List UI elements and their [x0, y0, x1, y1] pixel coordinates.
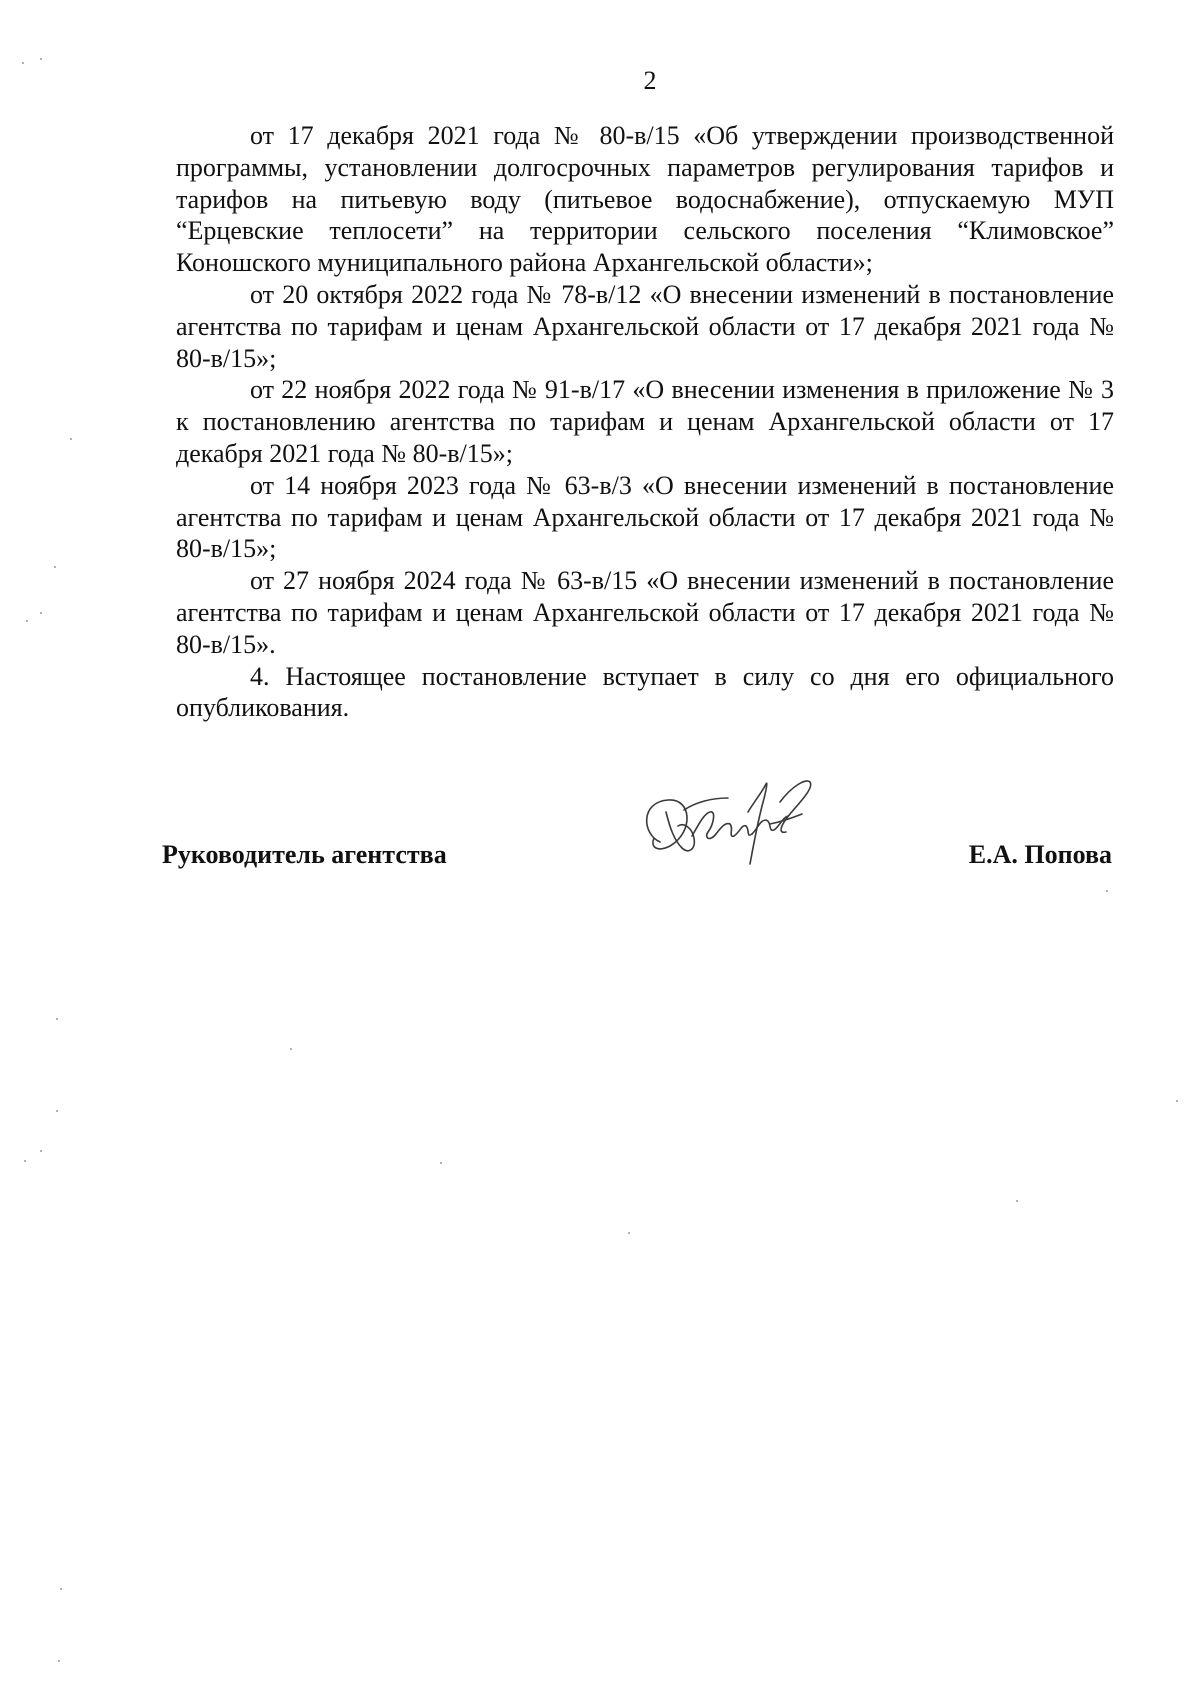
- scan-speck: [26, 620, 28, 622]
- scan-speck: [440, 1162, 442, 1164]
- signatory-name: Е.А. Попова: [968, 840, 1112, 869]
- scan-speck: [60, 1588, 62, 1590]
- handwritten-signature: [630, 772, 830, 882]
- scan-speck: [70, 438, 72, 440]
- document-body: [176, 120, 1114, 724]
- signature-block: [162, 772, 1112, 892]
- page-number: 2: [643, 66, 657, 95]
- paragraph-amendment-oct-2022: от 20 октября 2022 года № 78-в/12 «О внесении изменений в постановление агентства по тарифам и ценам Архангельской области от 17 декабря 2021 года № 80-в/15»;: [176, 279, 1114, 373]
- paragraph-amendment-nov-2024: от 27 ноября 2024 года № 63-в/15 «О внесении изменений в постановление агентства по тарифам и ценам Архангельской области от 17 декабря 2021 года № 80-в/15».: [176, 566, 1114, 659]
- scan-speck: [54, 566, 56, 568]
- paragraph-amendment-nov-2023: от 14 ноября 2023 года № 63-в/3 «О внесении изменений в постановление агентства по тарифам и ценам Архангельской области от 17 декабря 2021 года № 80-в/15»;: [176, 470, 1114, 564]
- paragraph-amendment-2021: от 17 декабря 2021 года № 80-в/15 «Об утверждении производственной программы, установлении долгосрочных параметров регулирования тарифов и тарифов на питьевую воду (питьевое водоснабжение), отпускаемую МУП “Ерцевские теплосети” на территории сельского поселения “Климовское” Коношского муниципального района Архангельской области»;: [176, 121, 1114, 278]
- scan-speck: [628, 1232, 630, 1234]
- scan-speck: [1016, 1200, 1018, 1202]
- paragraph-amendment-nov-2022: от 22 ноября 2022 года № 91-в/17 «О внесении изменения в приложение № 3 к постановлению агентства по тарифам и ценам Архангельской области от 17 декабря 2021 года № 80-в/15»;: [176, 375, 1114, 468]
- scan-speck: [40, 1150, 42, 1152]
- scan-speck: [1106, 890, 1108, 892]
- scan-speck: [40, 612, 42, 614]
- paragraph-effective-date: 4. Настоящее постановление вступает в силу со дня его официального опубликования.: [176, 661, 1114, 723]
- scan-speck: [22, 62, 24, 64]
- scan-speck: [1176, 1100, 1178, 1102]
- scan-speck: [290, 1048, 292, 1050]
- signatory-title: Руководитель агентства: [162, 840, 447, 869]
- scan-speck: [56, 1018, 58, 1020]
- scan-speck: [40, 58, 42, 60]
- scan-speck: [24, 1160, 26, 1162]
- scan-speck: [56, 1110, 58, 1112]
- scan-speck: [58, 1660, 60, 1662]
